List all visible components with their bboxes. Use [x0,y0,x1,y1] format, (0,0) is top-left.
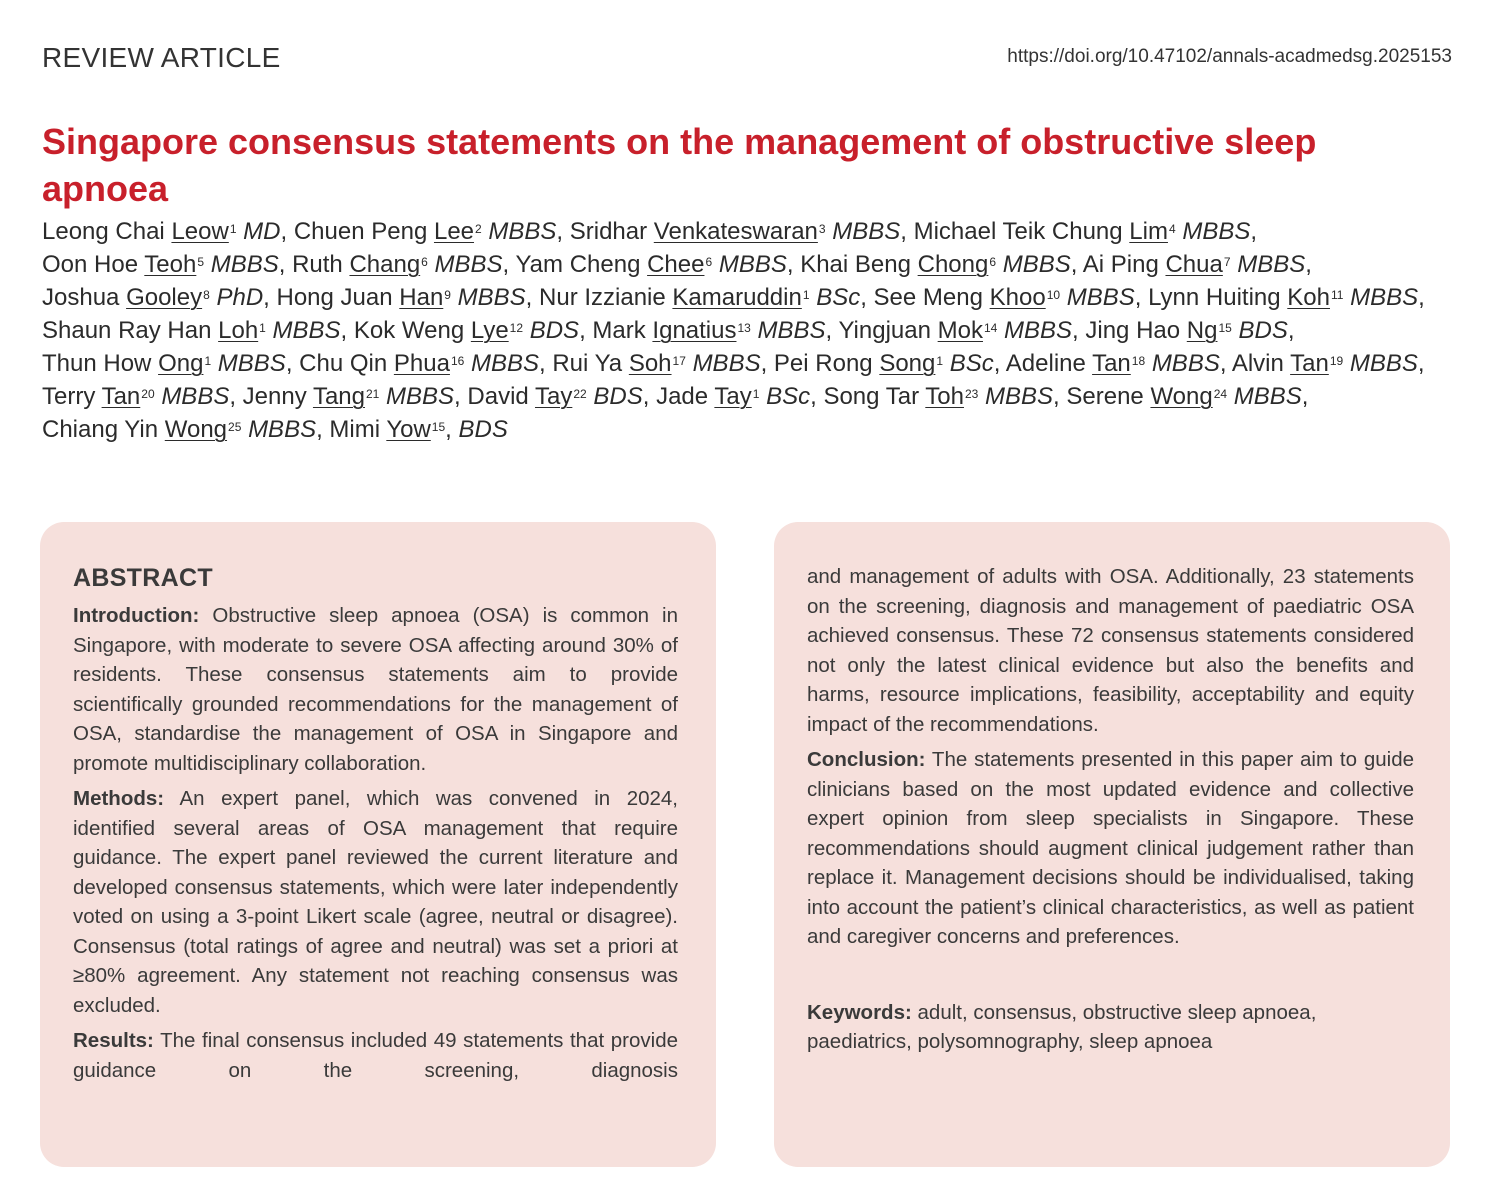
author-degree: MBBS [248,416,317,443]
results-text-part2: and management of adults with OSA. Additionally, 23 statements on the screening, diagnosis and management of paediatric OSA achieved consensus. These 72 consensus statements considered not only the latest clinical evidence but also the benefits and harms, resource implications, feasibility, acceptability and equity impact of the recommendations. [807,565,1414,736]
author-affiliation: 4 [1168,222,1176,236]
author: Ai Ping Chua$^7$ MBBS, [1082,251,1312,278]
author-affiliation: 20 [141,387,155,401]
keywords-text: adult, consensus, obstructive sleep apnoea, paediatrics, polysomnography, sleep apnoea [807,1000,1317,1053]
author: Alvin Tan$^{19}$ MBBS, [1231,350,1425,377]
author-degree: MBBS [1349,350,1418,377]
abstract-results [73,1026,678,1085]
author-surname: Chong [917,251,989,278]
author: Adeline Tan$^{18}$ MBBS, [1005,350,1227,377]
author-affiliation: 23 [965,387,979,401]
author-affiliation: 19 [1329,354,1344,368]
author-surname: Ng [1186,317,1218,344]
author-given-name: Mimi [329,416,381,443]
author-degree: MBBS [386,383,455,410]
author-given-name: Jade [656,383,709,410]
author: Chu Qin Phua$^{16}$ MBBS, [299,350,546,377]
abstract-panel-right [774,522,1450,1167]
author-given-name: Pei Rong [773,350,873,377]
introduction-label: Introduction: [73,604,200,627]
author-degree: MBBS [434,251,503,278]
author-surname: Yow [386,416,431,443]
author-affiliation: 1 [936,354,944,368]
author-degree: MBBS [1004,317,1073,344]
author-degree: MBBS [457,284,526,311]
author-affiliation: 1 [752,387,760,401]
author: Song Tar Toh$^{23}$ MBBS, [823,383,1060,410]
author-surname: Mok [937,317,983,344]
author: Michael Teik Chung Lim$^4$ MBBS, [913,218,1258,245]
author: Jade Tay$^1$ BSc, [656,383,817,410]
author-given-name: David [467,383,529,410]
author-given-name: Jing Hao [1085,317,1181,344]
article-title: Singapore consensus statements on the management of obstructive sleep apnoea [42,121,1317,209]
author-given-name: Sridhar [569,218,648,245]
author-given-name: Shaun Ray Han [42,317,212,344]
author-surname: Tang [312,383,365,410]
author-surname: Lee [433,218,475,245]
author-surname: Khoo [989,284,1046,311]
author-degree: BDS [458,416,508,443]
author-degree: MBBS [488,218,557,245]
author-surname: Lim [1129,218,1168,245]
abstract-conclusion [807,745,1414,952]
author-affiliation: 15 [431,420,446,434]
author-surname: Chua [1165,251,1223,278]
author-degree: MBBS [692,350,761,377]
author-degree: MD [243,218,281,245]
author-given-name: Serene [1066,383,1144,410]
abstract-heading: ABSTRACT [73,564,213,592]
author-surname: Han [399,284,444,311]
author-affiliation: 1 [802,288,810,302]
author-list [42,215,1472,446]
author: Chiang Yin Wong$^{25}$ MBBS, [42,416,323,443]
author-affiliation: 1 [229,222,237,236]
author-surname: Tan [101,383,141,410]
conclusion-label: Conclusion: [807,748,926,771]
author-given-name: Chu Qin [299,350,388,377]
author-affiliation: 1 [204,354,212,368]
author: Yingjuan Mok$^{14}$ MBBS, [838,317,1079,344]
author: Oon Hoe Teoh$^5$ MBBS, [42,251,286,278]
section-label: REVIEW ARTICLE [42,42,281,73]
author-degree: BSc [766,383,811,410]
author-given-name: Lynn Huiting [1148,284,1281,311]
author-degree: MBBS [470,350,539,377]
author-affiliation: 12 [509,321,524,335]
abstract-panel-left [40,522,716,1167]
author-given-name: Yam Cheng [515,251,641,278]
author-degree: BDS [529,317,580,344]
author-surname: Kamaruddin [672,284,802,311]
author: Rui Ya Soh$^{17}$ MBBS, [552,350,768,377]
author-surname: Phua [393,350,450,377]
author-given-name: Thun How [42,350,152,377]
author: Hong Juan Han$^9$ MBBS, [276,284,533,311]
doi-link[interactable]: https://doi.org/10.47102/annals-acadmedsg.2025153 [1007,46,1452,67]
author: Terry Tan$^{20}$ MBBS, [42,383,236,410]
abstract-methods [73,784,678,1020]
author-surname: Loh [218,317,259,344]
author-surname: Leow [171,218,229,245]
author-surname: Tan [1092,350,1131,377]
author-affiliation: 5 [197,255,205,269]
results-label: Results: [73,1029,154,1052]
author-affiliation: 6 [705,255,713,269]
keywords-label: Keywords: [807,1000,912,1024]
author-surname: Teoh [144,251,197,278]
author-affiliation: 11 [1330,288,1344,302]
author-degree: MBBS [217,350,286,377]
author-affiliation: 8 [203,288,210,302]
author: Khai Beng Chong$^6$ MBBS, [800,251,1078,278]
author-surname: Tan [1290,350,1329,377]
author: Jenny Tang$^{21}$ MBBS, [242,383,461,410]
author-degree: MBBS [1233,383,1302,410]
author: Nur Izzianie Kamaruddin$^1$ BSc, [539,284,867,311]
author-surname: Koh [1287,284,1330,311]
author-degree: PhD [216,284,264,311]
author-affiliation: 1 [259,321,266,335]
author: Chuen Peng Lee$^2$ MBBS, [293,218,564,245]
author: Lynn Huiting Koh$^{11}$ MBBS, [1148,284,1425,311]
abstract-introduction [73,601,678,778]
author-surname: Wong [1150,383,1213,410]
abstract-results-continued [807,562,1414,739]
author-given-name: Ai Ping [1082,251,1159,278]
author-given-name: Michael Teik Chung [913,218,1123,245]
author-affiliation: 2 [475,222,482,236]
author-given-name: Rui Ya [552,350,623,377]
author-degree: MBBS [1151,350,1220,377]
author: Ruth Chang$^6$ MBBS, [292,251,510,278]
author: Jing Hao Ng$^{15}$ BDS, [1085,317,1295,344]
author-affiliation: 3 [818,222,826,236]
author-given-name: Chiang Yin [42,416,159,443]
author-given-name: Alvin [1231,350,1284,377]
author-surname: Ong [158,350,204,377]
author-degree: BDS [1238,317,1288,344]
author-degree: MBBS [210,251,279,278]
author-given-name: Kok Weng [353,317,465,344]
introduction-text: Obstructive sleep apnoea (OSA) is common in Singapore, with moderate to severe OSA affecting around 30% of residents. These consensus statements aim to provide scientifically grounded recommendations for the management of OSA, standardise the management of OSA in Singapore and promote multidisciplinary collaboration. [73,604,678,775]
author-degree: BSc [816,284,861,311]
author: Thun How Ong$^1$ MBBS, [42,350,293,377]
author-given-name: Song Tar [823,383,920,410]
author-surname: Ignatius [652,317,737,344]
results-text-part1: The final consensus included 49 statements that provide guidance on the screening, diagnosis [73,1029,678,1082]
methods-label: Methods: [73,787,165,810]
author-affiliation: 6 [989,255,997,269]
author-affiliation: 13 [737,321,751,335]
author: David Tay$^{22}$ BDS, [467,383,650,410]
author-degree: MBBS [161,383,230,410]
author-given-name: Jenny [242,383,307,410]
author-surname: Song [879,350,936,377]
abstract-keywords [807,998,1414,1057]
conclusion-text: The statements presented in this paper aim to guide clinicians based on the most updated evidence and collective expert opinion from sleep specialists in Singapore. These recommendations should augment clinical judgement rather than replace it. Management decisions should be individualised, taking into account the patient’s clinical characteristics, as well as patient and caregiver concerns and preferences. [807,748,1414,948]
author-given-name: Leong Chai [42,218,165,245]
author: Leong Chai Leow$^1$ MD, [42,218,288,245]
author-degree: BSc [949,350,994,377]
author: See Meng Khoo$^{10}$ MBBS, [873,284,1142,311]
author-affiliation: 10 [1046,288,1061,302]
author-surname: Soh [628,350,672,377]
author-affiliation: 21 [366,387,380,401]
author-degree: MBBS [1182,218,1251,245]
author: Shaun Ray Han Loh$^1$ MBBS, [42,317,348,344]
author-affiliation: 22 [573,387,587,401]
author-affiliation: 9 [444,288,451,302]
author-surname: Chang [349,251,421,278]
author: Sridhar Venkateswaran$^3$ MBBS, [569,218,907,245]
author-affiliation: 16 [450,354,465,368]
author-given-name: Terry [42,383,96,410]
author-affiliation: 7 [1223,255,1231,269]
author-affiliation: 15 [1218,321,1232,335]
author-given-name: Ruth [292,251,343,278]
author-surname: Tay [534,383,573,410]
author-surname: Lye [470,317,509,344]
author-degree: MBBS [1237,251,1306,278]
author-surname: Venkateswaran [653,218,818,245]
author-affiliation: 25 [228,420,242,434]
author-degree: MBBS [1350,284,1419,311]
author-degree: MBBS [985,383,1054,410]
author-given-name: Hong Juan [276,284,393,311]
author-affiliation: 24 [1213,387,1228,401]
author-surname: Chee [647,251,705,278]
author: Joshua Gooley$^8$ PhD, [42,284,270,311]
author: Kok Weng Lye$^{12}$ BDS, [353,317,586,344]
author-surname: Toh [925,383,964,410]
author: Mimi Yow$^{15}$, BDS [329,416,508,443]
methods-text: An expert panel, which was convened in 2024, identified several areas of OSA management that require guidance. The expert panel reviewed the current literature and developed consensus statements, which were later independently voted on using a 3-point Likert scale (agree, neutral or disagree). Consensus (total ratings of agree and neutral) was set a priori at ≥80% agreement. Any statement not reaching consensus was excluded. [73,787,678,1017]
author-given-name: Chuen Peng [293,218,428,245]
author-degree: MBBS [272,317,341,344]
author-affiliation: 14 [983,321,998,335]
author: Mark Ignatius$^{13}$ MBBS, [592,317,833,344]
author-surname: Wong [164,416,228,443]
author-affiliation: 6 [421,255,428,269]
author-surname: Gooley [126,284,203,311]
author-degree: BDS [593,383,643,410]
author-given-name: Khai Beng [800,251,911,278]
author-given-name: Adeline [1005,350,1086,377]
author-affiliation: 18 [1131,354,1146,368]
author-given-name: Yingjuan [838,317,931,344]
author-given-name: Nur Izzianie [539,284,666,311]
author: Pei Rong Song$^1$ BSc, [773,350,1001,377]
author-degree: MBBS [757,317,826,344]
author-given-name: Mark [592,317,646,344]
author-degree: MBBS [1066,284,1135,311]
author-degree: MBBS [832,218,901,245]
author-given-name: Oon Hoe [42,251,139,278]
author-degree: MBBS [1002,251,1071,278]
author-degree: MBBS [718,251,787,278]
author-given-name: Joshua [42,284,120,311]
author: Yam Cheng Chee$^6$ MBBS, [515,251,794,278]
author: Serene Wong$^{24}$ MBBS, [1066,383,1309,410]
author-surname: Tay [714,383,752,410]
author-given-name: See Meng [873,284,983,311]
author-affiliation: 17 [672,354,686,368]
